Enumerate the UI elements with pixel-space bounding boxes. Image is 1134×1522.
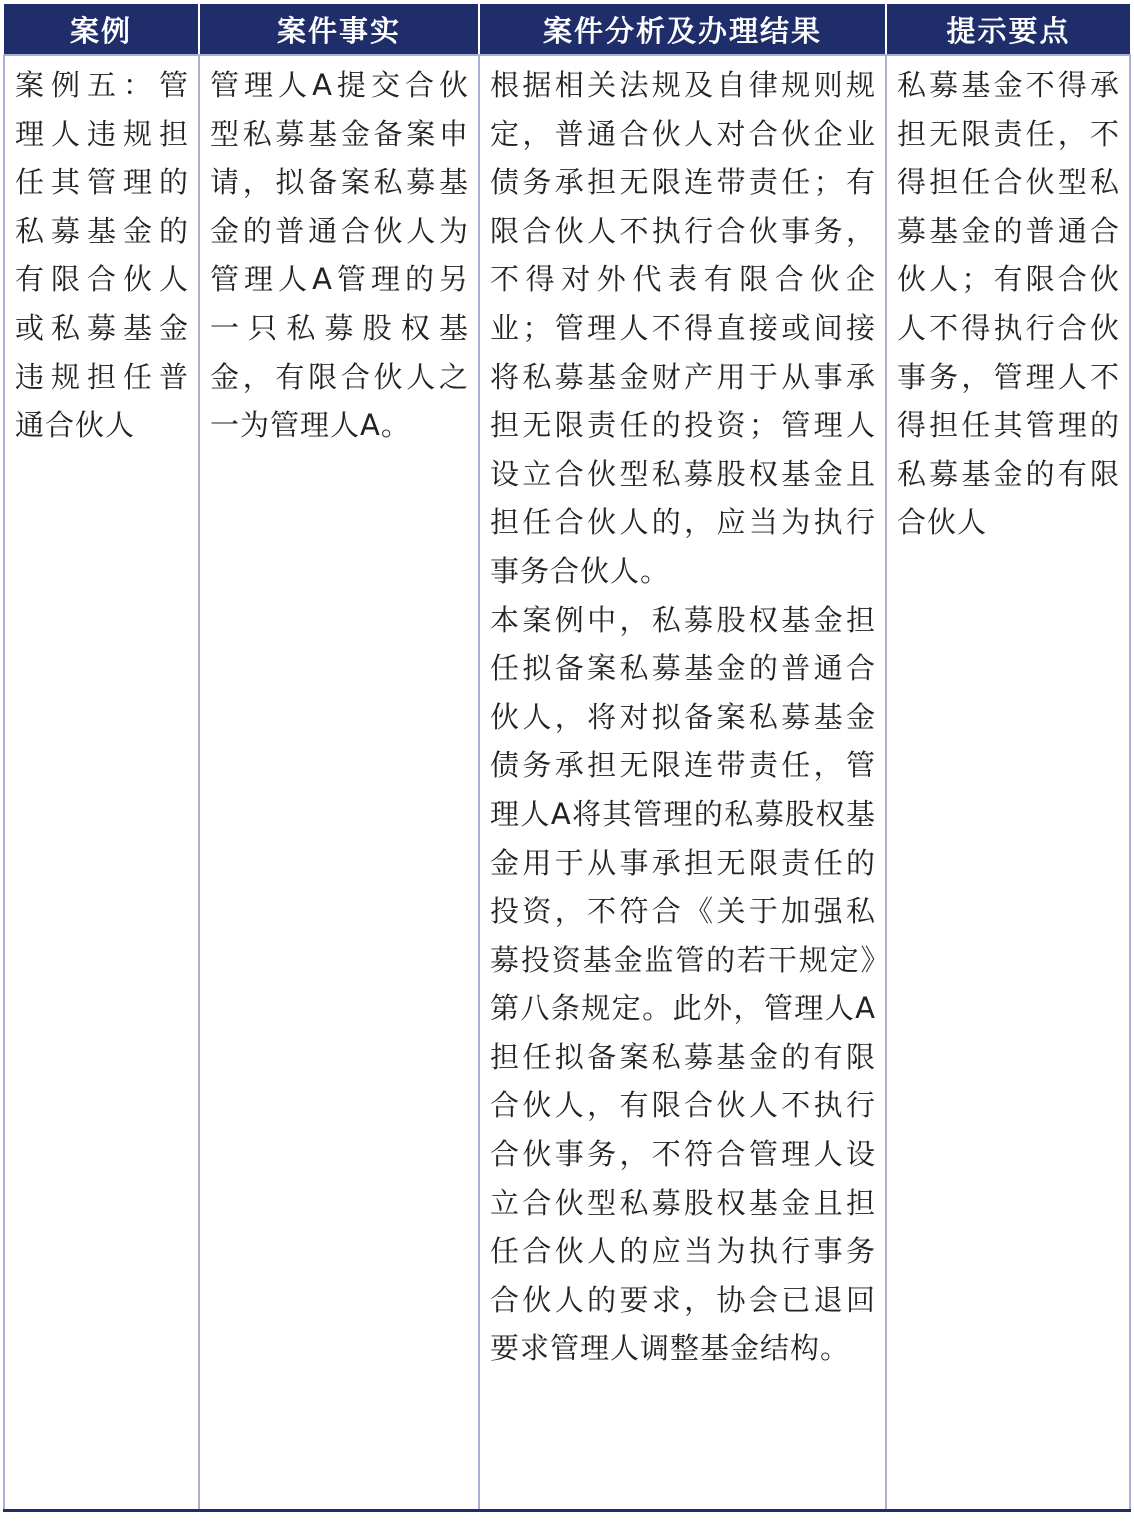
tips-text: 私募基金不得承担无限责任，不得担任合伙型私募基金的普通合伙人；有限合伙人不得执行合伙事务，管理人不得担任其管理的私募基金的有限合伙人 bbox=[897, 68, 1120, 540]
case-cell bbox=[4, 55, 199, 1510]
facts-text: 管理人A提交合伙型私募基金备案申请，拟备案私募基金的普通合伙人为管理人A管理的另一只私募股权基金，有限合伙人之一为管理人A。 bbox=[210, 68, 469, 443]
analysis-cell bbox=[479, 55, 886, 1510]
analysis-paragraph: 本案例中，私募股权基金担任拟备案私募基金的普通合伙人，将对拟备案私募基金债务承担无限连带责任，管理人A将其管理的私募股权基金用于从事承担无限责任的投资，不符合《关于加强私募投资基金监管的若干规定》第八条规定。此外，管理人A担任拟备案私募基金的有限合伙人，有限合伙人不执行合伙事务，不符合管理人设立合伙型私募股权基金且担任合伙人的应当为执行事务合伙人的要求，协会已退回要求管理人调整基金结构。 bbox=[490, 602, 876, 1366]
header-case: 案例 bbox=[4, 4, 199, 55]
header-facts: 案件事实 bbox=[199, 4, 479, 55]
header-analysis: 案件分析及办理结果 bbox=[479, 4, 886, 55]
facts-cell bbox=[199, 55, 479, 1510]
header-tips: 提示要点 bbox=[886, 4, 1130, 55]
case-text: 案例五：管理人违规担任其管理的私募基金的有限合伙人或私募基金违规担任普通合伙人 bbox=[15, 68, 189, 443]
tips-cell bbox=[886, 55, 1130, 1510]
case-table bbox=[3, 4, 1131, 1512]
table-row bbox=[4, 55, 1130, 1510]
analysis-paragraph: 根据相关法规及自律规则规定，普通合伙人对合伙企业债务承担无限连带责任；有限合伙人不执行合伙事务，不得对外代表有限合伙企业；管理人不得直接或间接将私募基金财产用于从事承担无限责任的投资；管理人设立合伙型私募股权基金且担任合伙人的，应当为执行事务合伙人。 bbox=[490, 68, 876, 588]
header-row bbox=[4, 4, 1130, 55]
